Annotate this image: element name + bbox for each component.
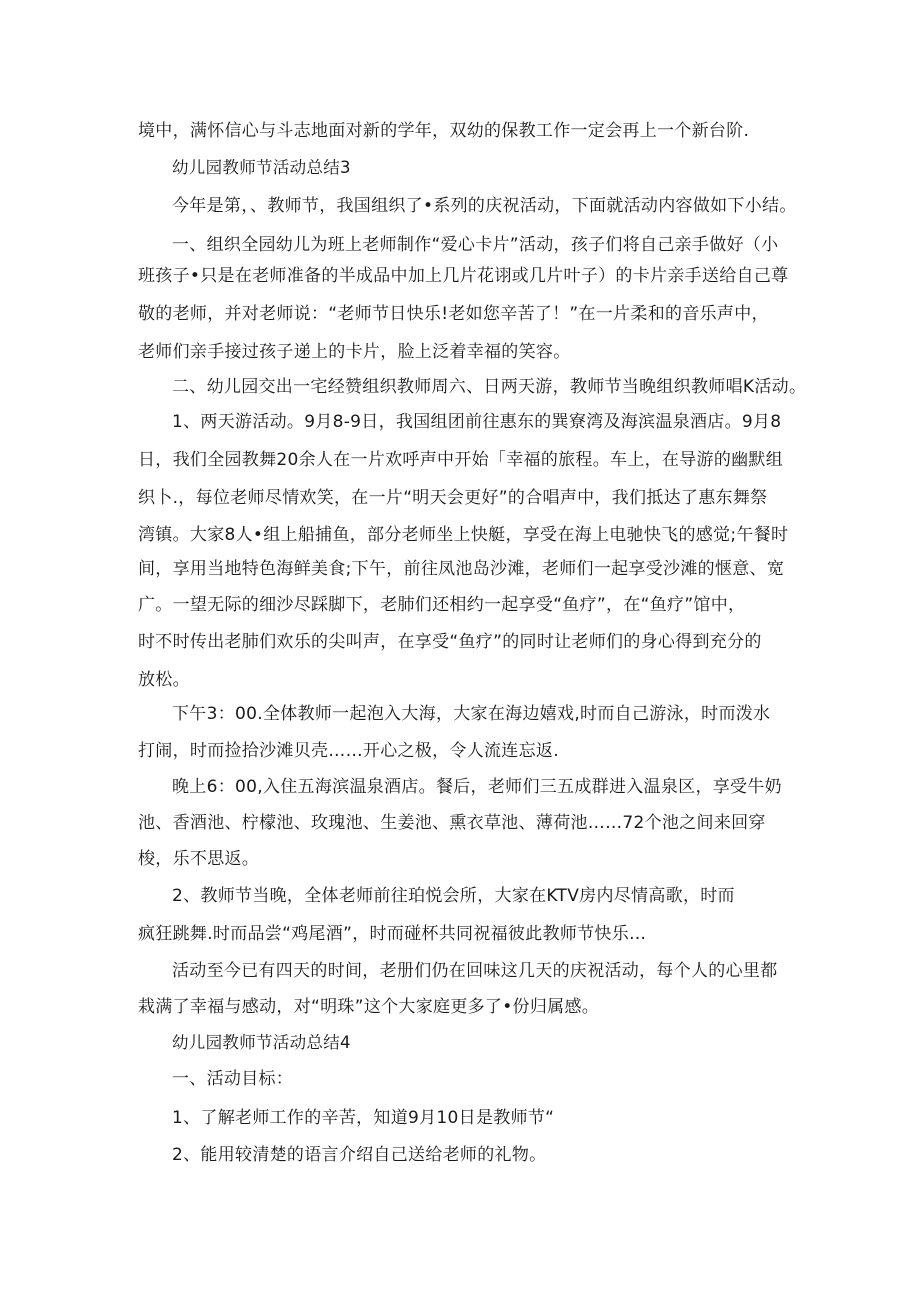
paragraph-line: 广。一望无际的细沙尽踩脚下，老肺们还相约一起享受“鱼疗”，在“鱼疗”馆中，	[138, 595, 746, 615]
paragraph-line: 时不时传出老肺们欢乐的尖叫声，在享受“鱼疗”的同时让老师们的身心得到充分的	[138, 632, 762, 652]
paragraph-line: 晚上6：00,入住五海滨温泉酒店。餐后，老师们三五成群进入温泉区，享受牛奶	[172, 777, 782, 797]
subsection-heading: 一、活动目标：	[172, 1069, 294, 1089]
paragraph-line: 放松。	[138, 670, 190, 690]
list-item: 2、能用较清楚的语言介绍自己送给老师的礼物。	[172, 1145, 547, 1165]
paragraph-line: 打闹，时而捡拾沙滩贝壳……开心之极，令人流连忘返.	[138, 741, 559, 761]
paragraph-line: 活动至今已有四天的时间，老册们仍在回味这几天的庆祝活动，每个人的心里都	[172, 961, 778, 981]
paragraph-line: 织卜.，每位老师尽情欢笑，在一片“明天会更好”的合唱声中，我们抵达了惠东舞祭	[138, 488, 768, 508]
paragraph-line: 老师们亲手接过孩子递上的卡片，脸上泛着幸福的笑容。	[138, 342, 571, 362]
paragraph-line: 班孩子•只是在老师准备的半成品中加上几片花诩或几片叶子）的卡片亲手送给自己尊	[138, 266, 789, 286]
paragraph-line: 池、香酒池、柠檬池、玫瑰池、生姜池、熏衣草池、薄荷池……72个池之间来回穿	[138, 813, 766, 833]
paragraph-line: 一、组织全园幼儿为班上老师制作“爱心卡片”活动，孩子们将自己亲手做好（小	[172, 235, 779, 255]
paragraph-line: 湾镇。大家8人•组上船捕鱼，部分老师坐上快艇，享受在海上电驰快飞的感觉;午餐时	[138, 525, 789, 545]
paragraph-line: 疯狂跳舞.时而品尝“鸡尾酒”，时而碰杯共同祝福彼此教师节快乐…	[138, 924, 647, 944]
paragraph-line: 日，我们全园教舞20余人在一片欢呼声中开始「幸福的旅程。车上，在导游的幽默组	[138, 450, 784, 470]
paragraph-line: 敬的老师，并对老师说：“老师节日快乐!老如您辛苦了！”在一片柔和的音乐声中，	[138, 304, 769, 324]
paragraph-line: 下午3：00.全体教师一起泡入大海，大家在海边嬉戏,时而自己游泳，时而泼水	[172, 704, 771, 724]
section-heading-3: 幼儿园教师节活动总结3	[172, 158, 351, 177]
list-item: 1、了解老师工作的辛苦，知道9月10日是教师节“	[172, 1108, 555, 1128]
paragraph-line: 二、幼儿园交出一宅经赞组织教师周六、日两天游，教师节当晚组织教师唱K活动。	[172, 377, 807, 397]
paragraph-line: 1、两天游活动。9月8-9日，我国组团前往惠东的巽寮湾及海滨温泉酒店。9月8	[172, 412, 782, 432]
paragraph-line: 间，享用当地特色海鲜美食;下午，前往凤池岛沙滩，老师们一起享受沙滩的惬意、宽	[138, 559, 785, 579]
paragraph-line: 梭，乐不思返。	[138, 849, 260, 869]
section-heading-4: 幼儿园教师节活动总结4	[172, 1033, 351, 1052]
paragraph-line: 境中，满怀信心与斗志地面对新的学年，双幼的保教工作一定会再上一个新台阶.	[138, 121, 750, 141]
paragraph-line: 今年是第，、教师节，我国组织了•系列的庆祝活动，下面就活动内容做如下小结。	[172, 196, 797, 216]
paragraph-line: 栽满了幸福与感动，对“明珠”这个大家庭更多了•份归属感。	[138, 997, 600, 1017]
paragraph-line: 2、教师节当晚，全体老师前往珀悦会所，大家在KTV房内尽情高歌，时而	[172, 886, 735, 906]
